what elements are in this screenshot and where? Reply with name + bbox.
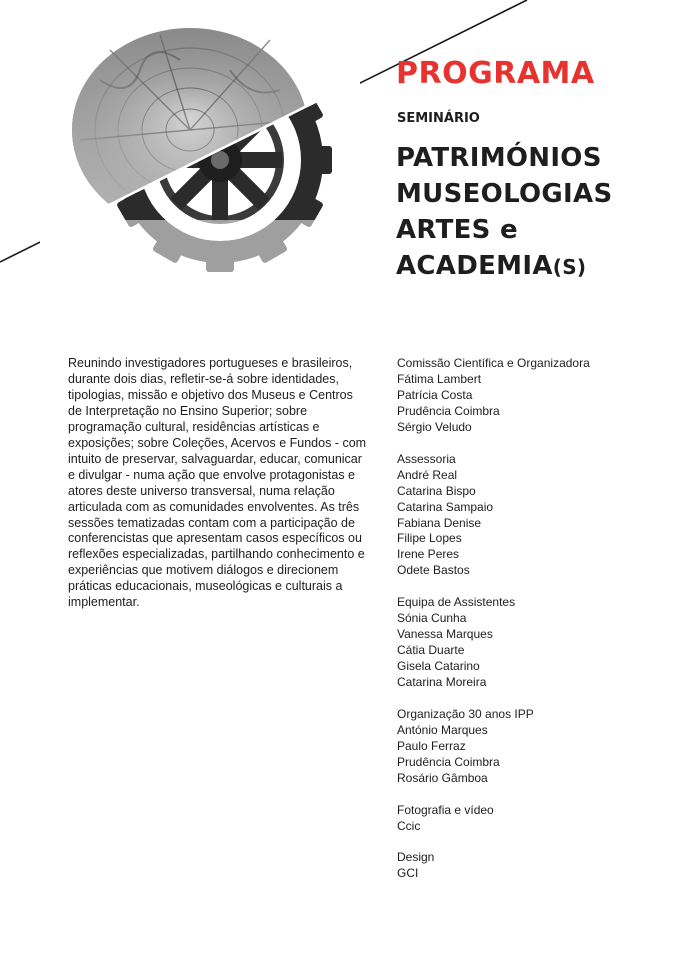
- credit-group: [397, 356, 590, 436]
- credit-name: Sónia Cunha: [397, 611, 467, 626]
- title-line-4-text: ACADEMIA: [396, 251, 553, 281]
- credit-name: GCI: [397, 866, 419, 881]
- credit-name: Gisela Catarino: [397, 659, 480, 674]
- credit-group: [397, 850, 590, 882]
- credit-heading: Comissão Científica e Organizadora: [397, 356, 590, 370]
- credit-group: [397, 803, 590, 835]
- credit-name: António Marques: [397, 722, 488, 737]
- credit-name: Catarina Bispo: [397, 483, 476, 498]
- title-line-3: ARTES e: [396, 215, 518, 245]
- credit-name: Catarina Sampaio: [397, 499, 494, 514]
- credit-name: Ccic: [397, 818, 421, 833]
- credit-group: [397, 707, 590, 787]
- credit-name: Fátima Lambert: [397, 371, 482, 386]
- credit-heading: Organização 30 anos IPP: [397, 706, 534, 721]
- credit-name: Prudência Coimbra: [397, 754, 500, 769]
- title-line-4: [396, 248, 612, 285]
- credits-list: [397, 356, 590, 898]
- credit-name: Vanessa Marques: [397, 627, 493, 642]
- credit-heading: Design: [397, 850, 435, 865]
- credit-name: André Real: [397, 467, 458, 482]
- credit-name: Sérgio Veludo: [397, 419, 472, 434]
- credit-name: Cátia Duarte: [397, 643, 465, 658]
- credit-group: [397, 452, 590, 580]
- credit-name: Paulo Ferraz: [397, 738, 466, 753]
- credit-heading: Assessoria: [397, 451, 456, 466]
- program-heading: PROGRAMA: [396, 56, 595, 91]
- title-line-2: MUSEOLOGIAS: [396, 179, 613, 209]
- credit-name: Fabiana Denise: [397, 515, 482, 530]
- credit-name: Catarina Moreira: [397, 675, 487, 690]
- credit-heading: Equipa de Assistentes: [397, 595, 516, 610]
- credit-name: Prudência Coimbra: [397, 403, 500, 418]
- credit-group: [397, 595, 590, 691]
- wood-gear-illustration: [40, 20, 360, 280]
- credit-name: Filipe Lopes: [397, 531, 462, 546]
- credit-name: Odete Bastos: [397, 563, 470, 578]
- credit-name: Patrícia Costa: [397, 387, 473, 402]
- credit-name: Irene Peres: [397, 547, 460, 562]
- title-suffix: (S): [552, 255, 587, 279]
- title-line-1: PATRIMÓNIOS: [396, 143, 602, 173]
- intro-paragraph: Reunindo investigadores portugueses e brasileiros, durante dois dias, refletir-se-á sobre identidades, tipologias, missão e objetivo dos Museus e Centros de Interpretação no Ensino Superior; sobre programação cultural, residências artísticas e exposições; sobre Coleções, Acervos e Fundos - com intuito de preservar, salvaguardar, educar, comunicar e divulgar - numa ação que envolve protagonistas e atores deste universo transversal, numa relação articulada com as comunidades envolventes. As três sessões tematizadas contam com a participação de conferencistas que apresentam casos específicos ou reflexões especializadas, partilhando conhecimento e experiências que motivem diálogos e direcionem práticas educacionais, museológicas e culturais a implementar.: [68, 356, 367, 610]
- seminar-title: [396, 140, 612, 285]
- event-type-label: SEMINÁRIO: [397, 111, 480, 126]
- credit-name: Rosário Gâmboa: [397, 770, 488, 785]
- credit-heading: Fotografia e vídeo: [397, 802, 494, 817]
